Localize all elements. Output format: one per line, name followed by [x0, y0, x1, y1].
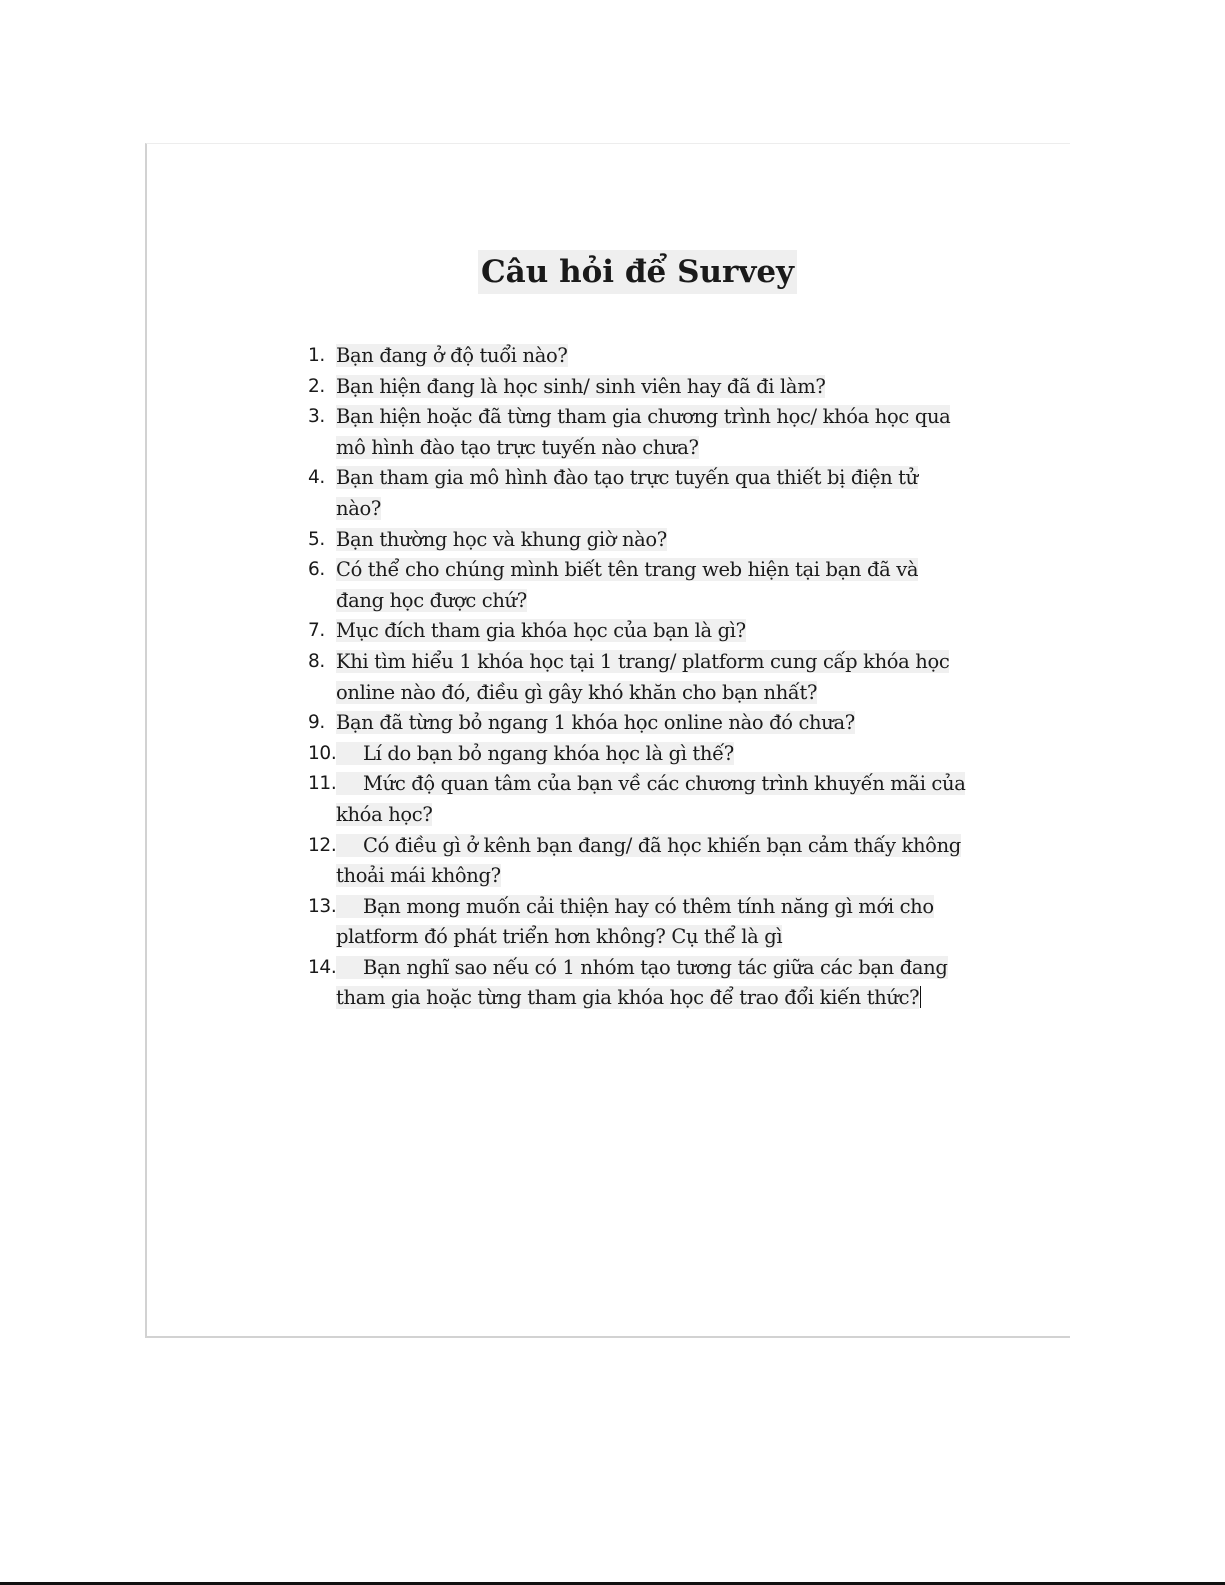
question-number: 2. [308, 375, 325, 397]
question-number: 1. [308, 345, 325, 366]
document-title: Câu hỏi để Survey [478, 250, 797, 294]
question-item [308, 463, 968, 524]
question-text: Bạn hiện hoặc đã từng tham gia chương trình học/ khóa học qua mô hình đào tạo trực tuyến nào chưa? [336, 405, 951, 459]
question-text: Bạn đã từng bỏ ngang 1 khóa học online nào đó chưa? [336, 711, 855, 735]
question-text: Bạn mong muốn cải thiện hay có thêm tính năng gì mới cho platform đó phát triển hơn không? Cụ thể là gì [336, 894, 934, 949]
question-number: 13. [308, 895, 337, 917]
question-item [308, 953, 968, 1014]
question-text: Lí do bạn bỏ ngang khóa học là gì thế? [336, 742, 734, 765]
question-item [308, 831, 968, 892]
question-number: 8. [308, 650, 325, 672]
text-cursor [920, 986, 921, 1008]
question-item [308, 739, 968, 770]
question-item [308, 402, 968, 463]
question-text: Bạn tham gia mô hình đào tạo trực tuyến qua thiết bị điện tử nào? [336, 466, 918, 520]
question-item [308, 708, 968, 739]
question-text: Khi tìm hiểu 1 khóa học tại 1 trang/ platform cung cấp khóa học online nào đó, điều gì gây khó khăn cho bạn nhất? [336, 649, 950, 704]
question-text: Có thể cho chúng mình biết tên trang web hiện tại bạn đã và đang học được chứ? [336, 558, 919, 612]
question-number: 3. [308, 406, 325, 428]
question-number: 4. [308, 467, 325, 489]
question-text: Mục đích tham gia khóa học của bạn là gì? [336, 619, 746, 643]
question-item [308, 372, 968, 403]
question-text: Bạn đang ở độ tuổi nào? [336, 344, 568, 367]
question-number: 9. [308, 712, 325, 734]
question-item [308, 555, 968, 616]
question-item [308, 892, 968, 953]
question-number: 11. [308, 773, 337, 795]
question-item [308, 647, 968, 708]
question-text: Bạn nghĩ sao nếu có 1 nhóm tạo tương tác giữa các bạn đang tham gia hoặc từng tham gia khóa học để trao đổi kiến thức? [336, 955, 948, 1010]
question-number: 12. [308, 834, 337, 856]
question-number: 7. [308, 620, 325, 642]
question-number: 10. [308, 742, 337, 764]
question-text: Bạn hiện đang là học sinh/ sinh viên hay đã đi làm? [336, 374, 826, 398]
question-item [308, 616, 968, 647]
question-number: 5. [308, 528, 325, 550]
question-number: 6. [308, 559, 325, 581]
question-number: 14. [308, 956, 337, 978]
question-text: Mức độ quan tâm của bạn về các chương trình khuyến mãi của khóa học? [336, 772, 966, 826]
question-text: Có điều gì ở kênh bạn đang/ đã học khiến bạn cảm thấy không thoải mái không? [336, 833, 961, 888]
question-item [308, 769, 968, 830]
survey-question-list [308, 341, 968, 1014]
question-text: Bạn thường học và khung giờ nào? [336, 527, 667, 551]
question-item [308, 341, 968, 372]
question-item [308, 525, 968, 556]
